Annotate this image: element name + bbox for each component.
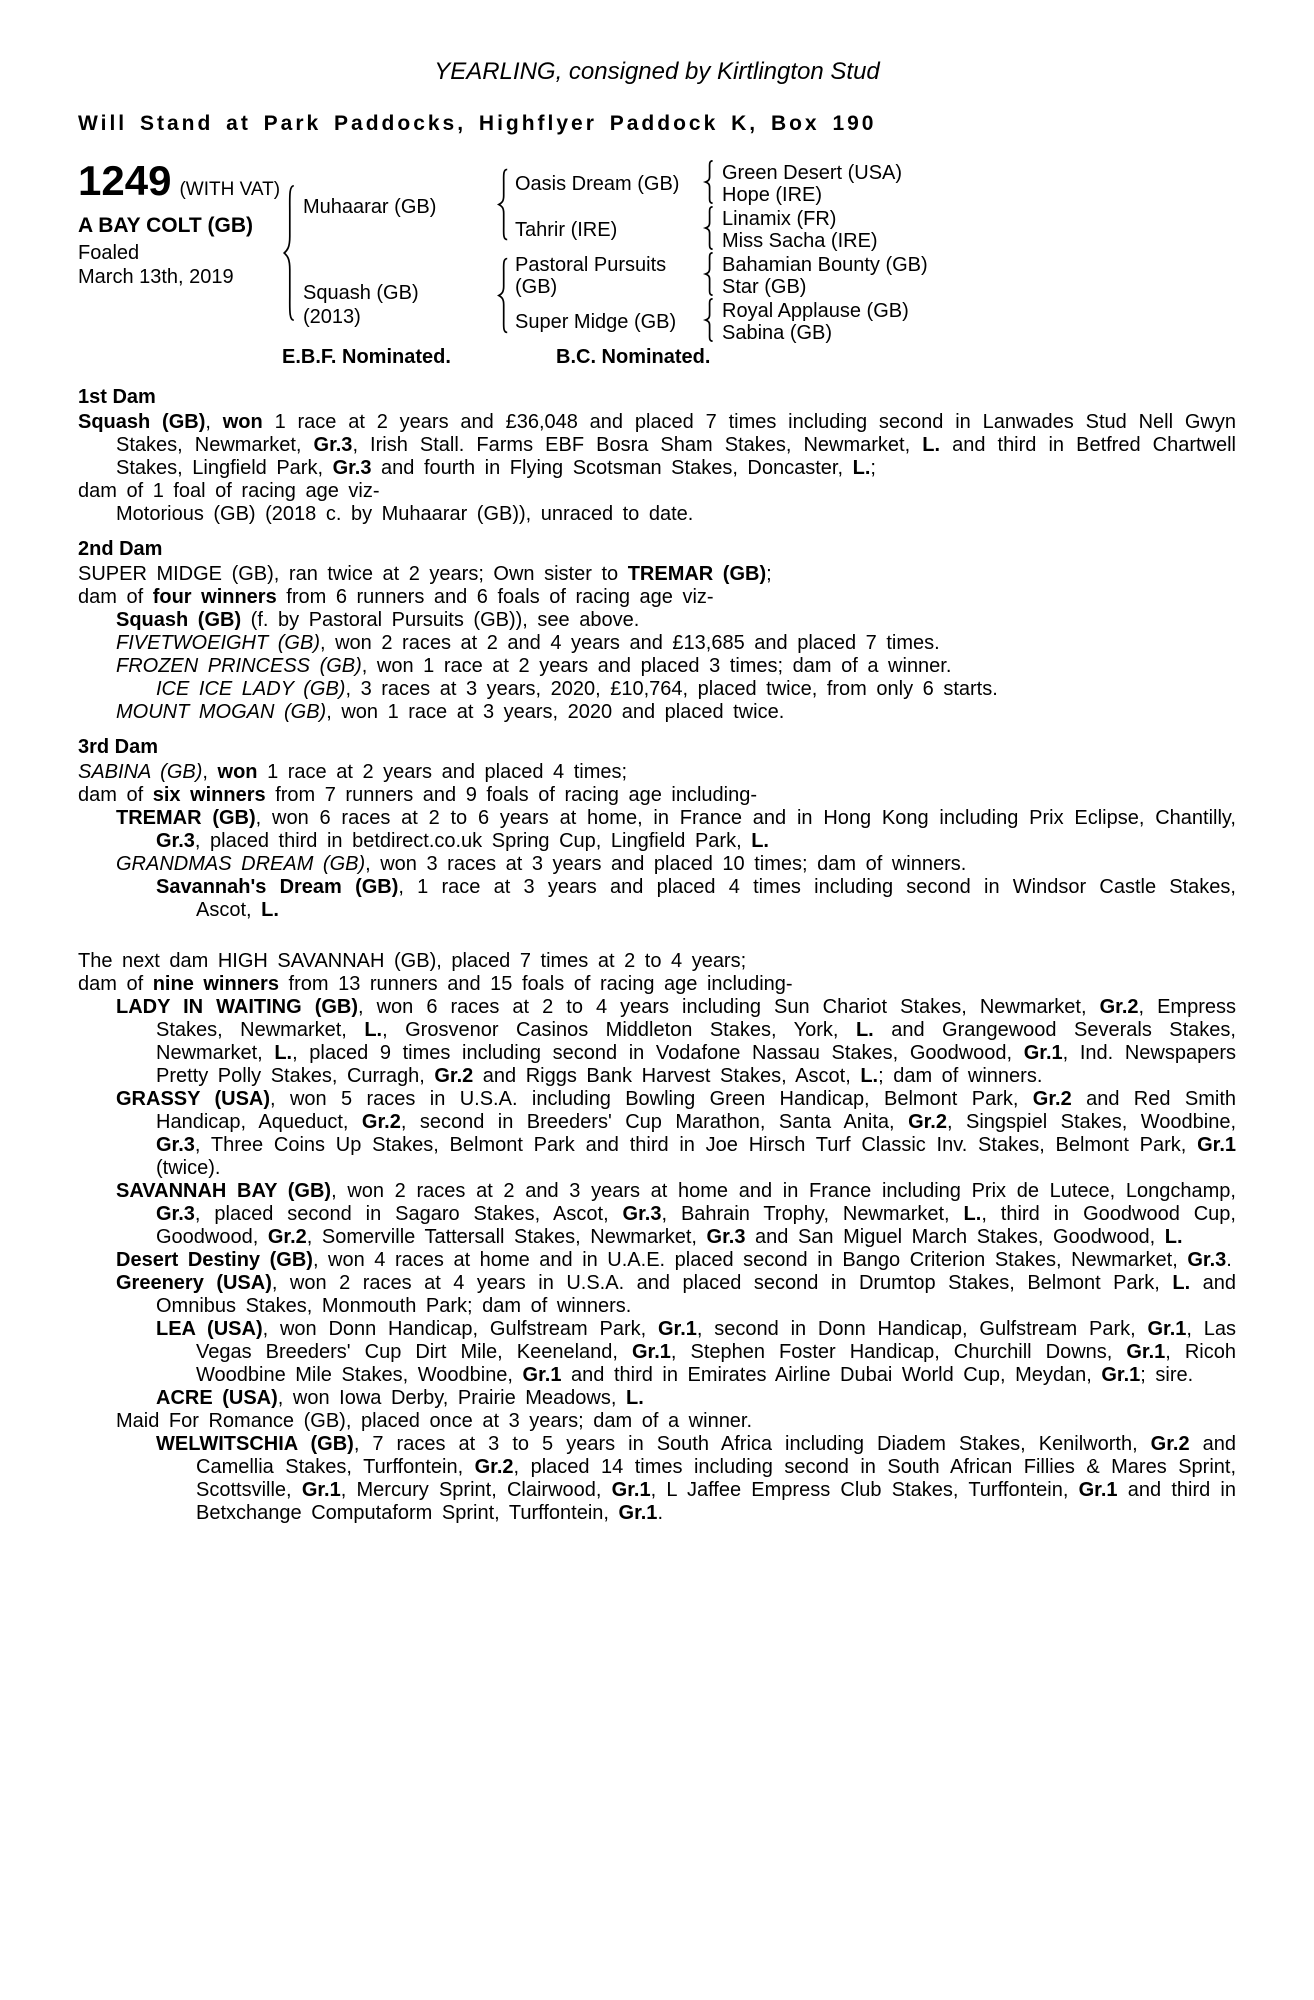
paragraph: dam of nine winners from 13 runners and 15 foals of racing age including- [78, 973, 793, 995]
vat-note: (WITH VAT) [179, 179, 281, 200]
lot-number-row [78, 157, 281, 204]
paragraph: Motorious (GB) (2018 c. by Muhaarar (GB)), unraced to date. [116, 503, 694, 525]
paragraph: MOUNT MOGAN (GB), won 1 race at 3 years, 2020 and placed twice. [116, 701, 785, 723]
paragraph: Savannah's Dream (GB), 1 race at 3 years and placed 4 times including second in Windsor Castle Stakes, Ascot, L. [156, 876, 1236, 921]
grandparent-name: Bahamian Bounty (GB) [722, 254, 928, 276]
paragraph: LADY IN WAITING (GB), won 6 races at 2 to 4 years including Sun Chariot Stakes, Newmarket, Gr.2, Empress Stakes, Newmarket, L., Grosvenor Casinos Middleton Stakes, York, L. and Grangewood Severals Stakes, Newmarket, L., placed 9 times including second in Vodafone Nassau Stakes, Goodwood, Gr.1, Ind. Newspapers Pretty Polly Stakes, Curragh, Gr.2 and Riggs Bank Harvest Stakes, Ascot, L.; dam of winners. [116, 996, 1236, 1087]
colt-description: A BAY COLT (GB) [78, 214, 254, 237]
paragraph: Maid For Romance (GB), placed once at 3 years; dam of a winner. [116, 1410, 753, 1432]
paragraph: ICE ICE LADY (GB), 3 races at 3 years, 2020, £10,764, placed twice, from only 6 starts. [156, 678, 998, 700]
grandparent-name: Hope (IRE) [722, 184, 823, 206]
grandparent-name: Sabina (GB) [722, 322, 833, 344]
sire-name: Muhaarar (GB) [303, 196, 437, 218]
dam-sire-name: Pastoral Pursuits (GB) [515, 254, 667, 298]
paragraph: Squash (GB) (f. by Pastoral Pursuits (GB)), see above. [116, 609, 640, 631]
sire-dam-name: Tahrir (IRE) [515, 219, 618, 241]
grandparent-name: Miss Sacha (IRE) [722, 230, 878, 252]
section-heading: 2nd Dam [78, 538, 163, 560]
paragraph: The next dam HIGH SAVANNAH (GB), placed 7 times at 2 to 4 years; [78, 950, 747, 972]
pedigree-brace-sire-grandsire [703, 160, 715, 204]
paragraph: LEA (USA), won Donn Handicap, Gulfstream Park, Gr.1, second in Donn Handicap, Gulfstream Park, Gr.1, Las Vegas Breeders' Cup Dirt Mile, Keeneland, Gr.1, Stephen Foster Handicap, Churchill Downs, Gr.1, Ricoh Woodbine Mile Stakes, Woodbine, Gr.1 and third in Emirates Airline Dubai World Cup, Meydan, Gr.1; sire. [156, 1318, 1236, 1386]
lot-number: 1249 [78, 157, 172, 204]
pedigree-brace-sire-granddam [703, 206, 715, 250]
paragraph: dam of four winners from 6 runners and 6 foals of racing age viz- [78, 586, 714, 608]
section-3rd-dam [78, 736, 1236, 922]
paragraph: FROZEN PRINCESS (GB), won 1 race at 2 years and placed 3 times; dam of a winner. [116, 655, 952, 677]
section-heading: 1st Dam [78, 386, 156, 408]
paragraph: dam of six winners from 7 runners and 9 foals of racing age including- [78, 784, 758, 806]
dam-dam-name: Super Midge (GB) [515, 311, 677, 333]
paragraph: Desert Destiny (GB), won 4 races at home and in U.A.E. placed second in Bango Criterion Stakes, Newmarket, Gr.3. [116, 1249, 1232, 1271]
pedigree-tree [78, 158, 1236, 344]
dam-name: Squash (GB) [303, 282, 419, 304]
paragraph: FIVETWOEIGHT (GB), won 2 races at 2 and 4 years and £13,685 and placed 7 times. [116, 632, 940, 654]
pedigree-brace-dam-grandsire [703, 252, 715, 296]
grandparent-name: Star (GB) [722, 276, 807, 298]
dam-year: (2013) [303, 306, 361, 328]
nominations-row [78, 346, 1236, 372]
section-2nd-dam [78, 538, 1236, 724]
paragraph: Squash (GB), won 1 race at 2 years and £36,048 and placed 7 times including second in Lanwades Stud Nell Gwyn Stakes, Newmarket, Gr.3, Irish Stall. Farms EBF Bosra Sham Stakes, Newmarket, L. and third in Betfred Chartwell Stakes, Lingfield Park, Gr.3 and fourth in Flying Scotsman Stakes, Doncaster, L.; [78, 411, 1237, 479]
bc-nominated-label: B.C. Nominated. [556, 346, 711, 368]
paragraph: dam of 1 foal of racing age viz- [78, 480, 380, 502]
pedigree-brace-sire-parents [496, 168, 510, 241]
foaled-label: Foaled [78, 242, 140, 264]
page-title: YEARLING, consigned by Kirtlington Stud [434, 58, 880, 85]
pedigree-text [78, 386, 1236, 1525]
section-1st-dam [78, 386, 1236, 526]
paragraph: GRASSY (USA), won 5 races in U.S.A. including Bowling Green Handicap, Belmont Park, Gr.2 and Red Smith Handicap, Aqueduct, Gr.2, second in Breeders' Cup Marathon, Santa Anita, Gr.2, Singspiel Stakes, Woodbine, Gr.3, Three Coins Up Stakes, Belmont Park and third in Joe Hirsch Turf Classic Inv. Stakes, Belmont Park, Gr.1 (twice). [116, 1088, 1236, 1179]
paragraph: SABINA (GB), won 1 race at 2 years and placed 4 times; [78, 761, 628, 783]
grandparent-name: Linamix (FR) [722, 208, 837, 230]
paragraph: ACRE (USA), won Iowa Derby, Prairie Meadows, L. [156, 1387, 644, 1409]
paragraph: Greenery (USA), won 2 races at 4 years in U.S.A. and placed second in Drumtop Stakes, Belmont Park, L. and Omnibus Stakes, Monmouth Park; dam of winners. [116, 1272, 1236, 1317]
ebf-nominated-label: E.B.F. Nominated. [282, 346, 451, 368]
stand-location-line: Will Stand at Park Paddocks, Highflyer Paddock K, Box 190 [78, 112, 877, 135]
paragraph: SAVANNAH BAY (GB), won 2 races at 2 and 3 years at home and in France including Prix de Lutece, Longchamp, Gr.3, placed second in Sagaro Stakes, Ascot, Gr.3, Bahrain Trophy, Newmarket, L., third in Goodwood Cup, Goodwood, Gr.2, Somerville Tattersall Stakes, Newmarket, Gr.3 and San Miguel March Stakes, Goodwood, L. [116, 1180, 1236, 1248]
section-heading: 3rd Dam [78, 736, 159, 758]
paragraph: WELWITSCHIA (GB), 7 races at 3 to 5 years in South Africa including Diadem Stakes, Kenilworth, Gr.2 and Camellia Stakes, Turffontein, Gr.2, placed 14 times including second in South African Fillies & Mares Sprint, Scottsville, Gr.1, Mercury Sprint, Clairwood, Gr.1, L Jaffee Empress Club Stakes, Turffontein, Gr.1 and third in Betxchange Computaform Sprint, Turffontein, Gr.1. [156, 1433, 1237, 1524]
paragraph: SUPER MIDGE (GB), ran twice at 2 years; Own sister to TREMAR (GB); [78, 563, 772, 585]
grandparent-name: Royal Applause (GB) [722, 300, 909, 322]
sire-sire-name: Oasis Dream (GB) [515, 173, 680, 195]
pedigree-brace-dam-parents [496, 257, 510, 334]
paragraph: TREMAR (GB), won 6 races at 2 to 6 years at home, in France and in Hong Kong including Prix Eclipse, Chantilly, Gr.3, placed third in betdirect.co.uk Spring Cup, Lingfield Park, L. [116, 807, 1236, 852]
section-next-dam [78, 950, 1236, 1525]
foaled-date: March 13th, 2019 [78, 266, 234, 288]
grandparent-name: Green Desert (USA) [722, 162, 903, 184]
pedigree-brace-dam-granddam [703, 298, 715, 342]
pedigree-brace-parents [281, 183, 297, 323]
paragraph: GRANDMAS DREAM (GB), won 3 races at 3 years and placed 10 times; dam of winners. [116, 853, 967, 875]
